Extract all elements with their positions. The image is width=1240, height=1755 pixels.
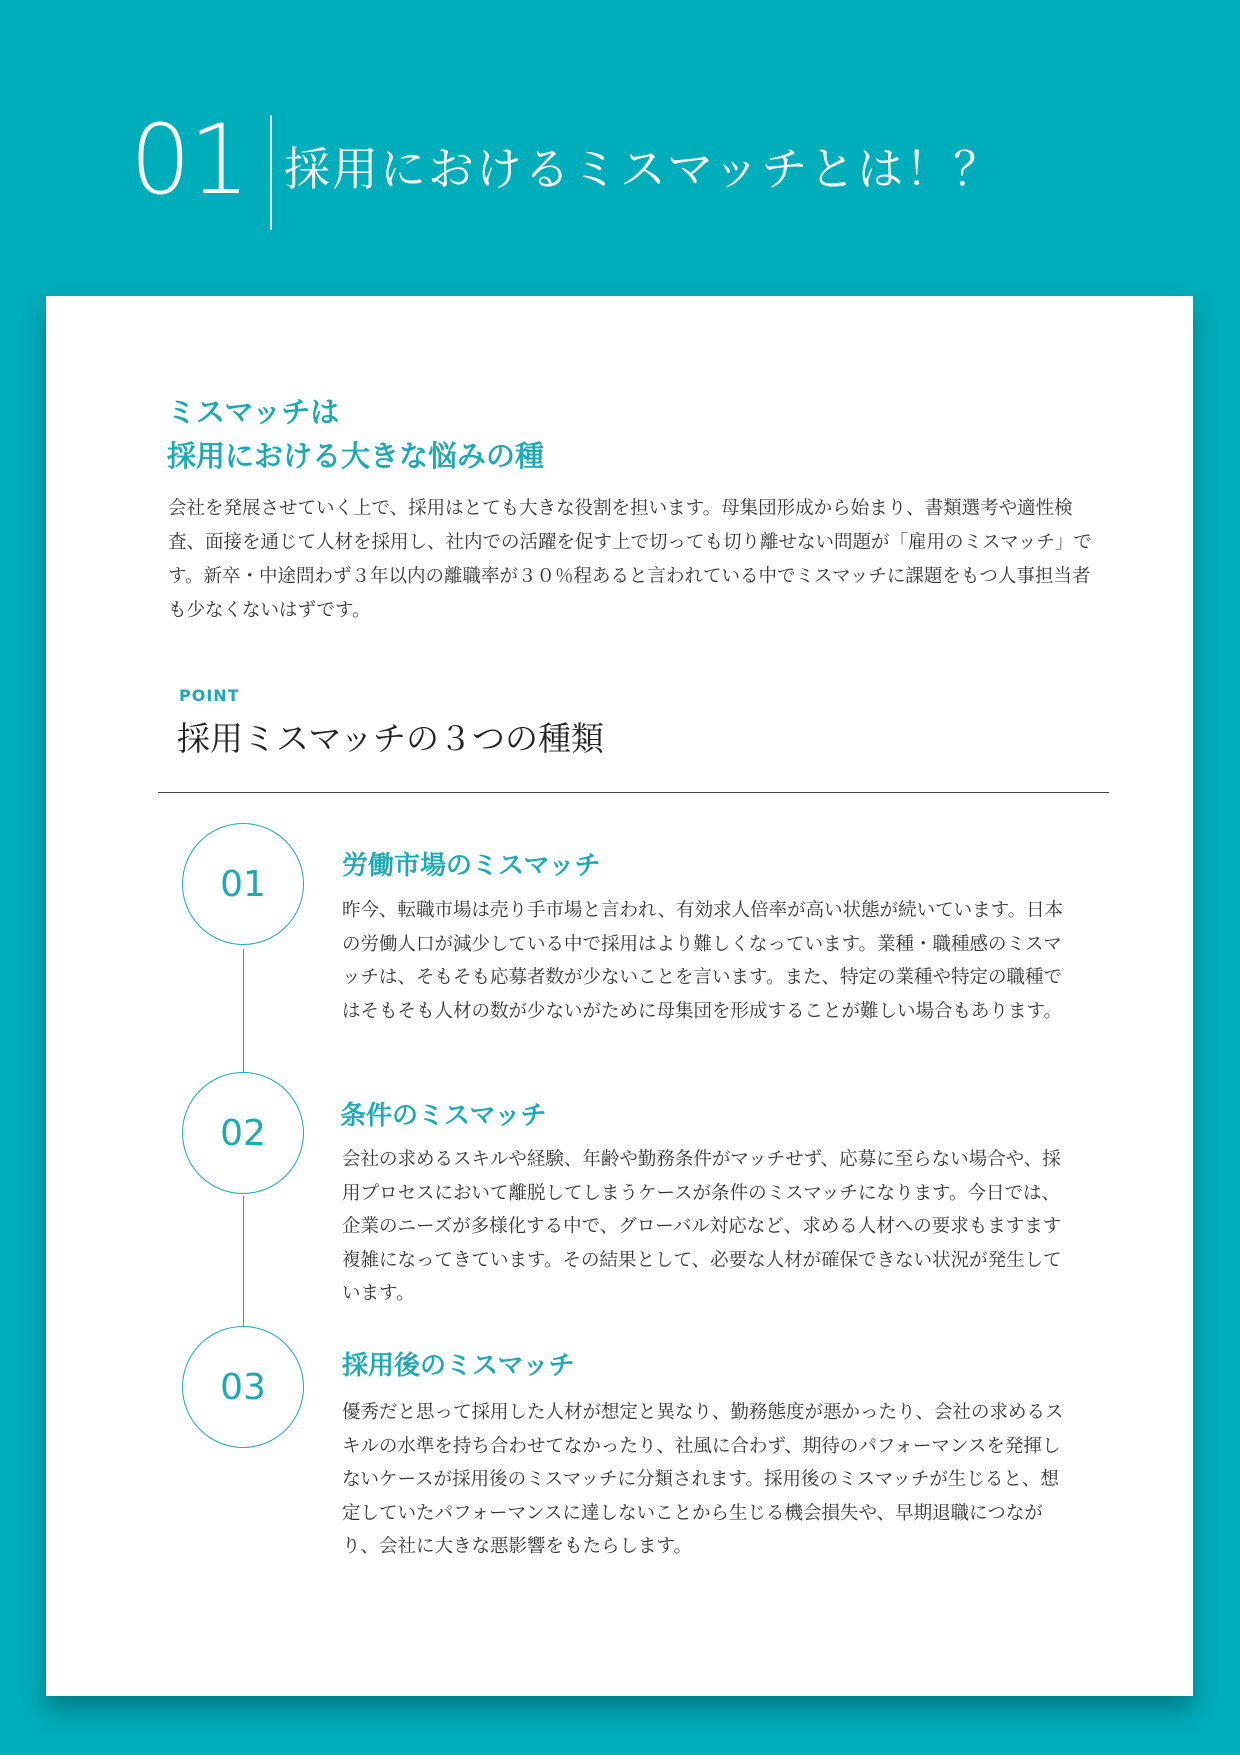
header-divider (270, 115, 272, 230)
point-title: 採用ミスマッチの３つの種類 (177, 719, 605, 758)
timeline-connector (243, 949, 244, 1079)
item-title: 採用後のミスマッチ (342, 1351, 575, 1381)
point-label: POINT (179, 686, 240, 705)
page-header (0, 0, 1240, 290)
intro-heading (167, 390, 544, 478)
intro-heading-line2: 採用における大きな悩みの種 (167, 439, 545, 473)
item-number-circle: 01 (182, 823, 304, 945)
section-number: 01 (130, 104, 249, 216)
item-number-circle: 03 (182, 1326, 304, 1448)
intro-paragraph: 会社を発展させていく上で、採用はとても大きな役割を担います。母集団形成から始まり、書類選考や適性検査、面接を通じて人材を採用し、社内での活躍を促す上で切っても切り離せない問題が「雇用のミスマッチ」です。新卒・中途問わず３年以内の離職率が３０％程あると言われている中でミスマッチに課題をもつ人事担当者も少なくないはずです。 (168, 498, 1092, 621)
intro-heading-line1: ミスマッチは (167, 395, 340, 429)
item-body: 会社の求めるスキルや経験、年齢や勤務条件がマッチせず、応募に至らない場合や、採用プロセスにおいて離脱してしまうケースが条件のミスマッチになります。今日では、企業のニーズが多様化する中で、グローバル対応など、求める人材への要求もますます複雑になってきています。その結果として、必要な人材が確保できない状況が発生しています。 (342, 1149, 1062, 1304)
item-number-circle: 02 (182, 1072, 304, 1194)
timeline-connector (243, 1196, 244, 1326)
point-divider (158, 792, 1109, 793)
item-title: 条件のミスマッチ (340, 1101, 547, 1131)
section-title: 採用におけるミスマッチとは！？ (284, 142, 1002, 196)
content-card (46, 296, 1193, 1696)
item-body: 昨今、転職市場は売り手市場と言われ、有効求人倍率が高い状態が続いています。日本の労働人口が減少している中で採用はより難しくなっています。業種・職種感のミスマッチは、そもそも応募者数が少ないことを言います。また、特定の業種や特定の職種ではそもそも人材の数が少ないがために母集団を形成することが難しい場合もあります。 (342, 900, 1064, 1022)
item-title: 労働市場のミスマッチ (342, 851, 601, 881)
item-body: 優秀だと思って採用した人材が想定と異なり、勤務態度が悪かったり、会社の求めるスキルの水準を持ち合わせてなかったり、社風に合わず、期待のパフォーマンスを発揮しないケースが採用後のミスマッチに分類されます。採用後のミスマッチが生じると、想定していたパフォーマンスに達しないことから生じる機会損失や、早期退職につながり、会社に大きな悪影響をもたらします。 (342, 1402, 1064, 1557)
